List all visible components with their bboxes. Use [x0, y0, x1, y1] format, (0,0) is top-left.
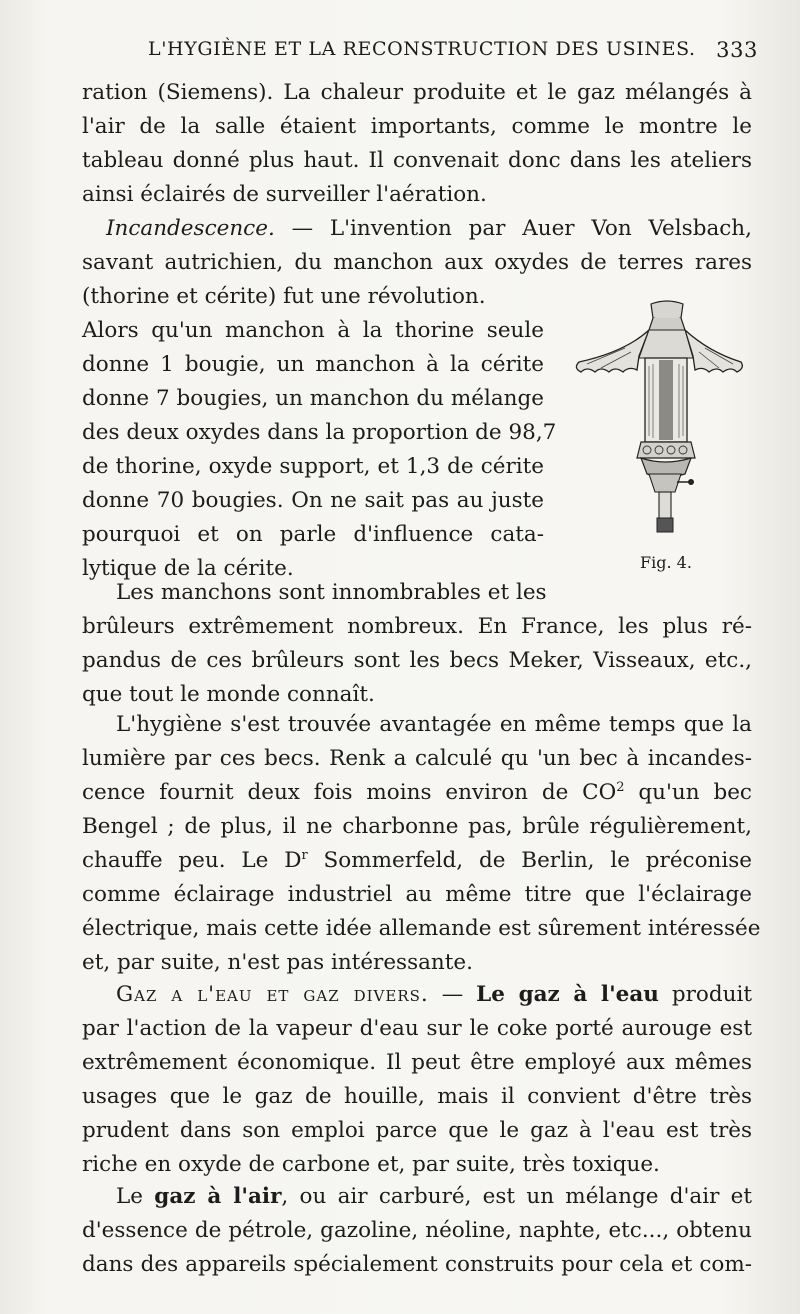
- text-line: usages que le gaz de houille, mais il convient d'être très: [82, 1084, 752, 1109]
- page-header: [148, 38, 758, 66]
- running-title: L'HYGIÈNE ET LA RECONSTRUCTION DES USINES.: [148, 38, 696, 60]
- text-line: [82, 844, 752, 878]
- text-line: pourquoi et on parle d'influence cata-: [82, 522, 544, 547]
- text-line: l'air de la salle étaient importants, comme le montre le: [82, 114, 752, 139]
- paragraph-gaz-a-l-eau: [82, 978, 752, 1182]
- text-line: (thorine et cérite) fut une révolution.: [82, 284, 486, 309]
- paragraph-4: [82, 708, 761, 980]
- text-run: cence fournit deux fois moins environ de CO: [82, 780, 617, 805]
- text-line: dans des appareils spécialement construits pour cela et com-: [82, 1252, 752, 1277]
- text-line: riche en oxyde de carbone et, par suite, très toxique.: [82, 1152, 660, 1177]
- text-line: comme éclairage industriel au même titre que l'éclairage: [82, 882, 752, 907]
- section-heading-incandescence: Incandescence.: [106, 216, 275, 241]
- text-run: Sommerfeld, de Berlin, le préconise: [307, 848, 753, 873]
- text-line: électrique, mais cette idée allemande est sûrement intéressée: [82, 916, 761, 941]
- text-line: tableau donné plus haut. Il convenait donc dans les ateliers: [82, 148, 752, 173]
- text-line: [82, 576, 752, 610]
- section-heading-gaz: Gaz a l'eau et gaz divers.: [116, 982, 429, 1007]
- text-line: donne 70 bougies. On ne sait pas au juste: [82, 488, 544, 513]
- text-line: prudent dans son emploi parce que le gaz à l'eau est très: [82, 1118, 752, 1143]
- incandescent-burner-illustration: [565, 296, 745, 536]
- figure-caption: Fig. 4.: [640, 553, 692, 572]
- superscript: 2: [616, 779, 625, 795]
- superscript: r: [301, 847, 308, 863]
- text-run: Le: [116, 1184, 155, 1209]
- text-line: [82, 978, 752, 1012]
- text-line: que tout le monde connaît.: [82, 682, 375, 707]
- paragraph-gaz-a-l-air: [82, 1180, 752, 1282]
- paragraph-1: [82, 76, 752, 212]
- text-line: des deux oxydes dans la proportion de 98,7: [82, 420, 557, 445]
- text-run: produit: [658, 982, 752, 1007]
- text-line: savant autrichien, du manchon aux oxydes de terres rares: [82, 250, 752, 275]
- text-line: [82, 212, 752, 246]
- text-line: et, par suite, n'est pas intéressante.: [82, 950, 473, 975]
- text-line: [82, 1180, 752, 1214]
- text-line: pandus de ces brûleurs sont les becs Meker, Visseaux, etc.,: [82, 648, 752, 673]
- text-line: ration (Siemens). La chaleur produite et le gaz mélangés à: [82, 80, 752, 105]
- text-line: Bengel ; de plus, il ne charbonne pas, brûle régulièrement,: [82, 814, 752, 839]
- text-run: — L'invention par Auer Von Velsbach,: [274, 216, 752, 241]
- text-line: ainsi éclairés de surveiller l'aération.: [82, 182, 487, 207]
- text-line: Alors qu'un manchon à la thorine seule: [82, 318, 544, 343]
- text-line: par l'action de la vapeur d'eau sur le coke porté aurouge est: [82, 1016, 752, 1041]
- text-line: lytique de la cérite.: [82, 556, 294, 581]
- text-line: de thorine, oxyde support, et 1,3 de cérite: [82, 454, 544, 479]
- bold-term: Le gaz à l'eau: [476, 982, 659, 1007]
- bold-term: gaz à l'air: [154, 1184, 282, 1209]
- text-line: donne 1 bougie, un manchon à la cérite: [82, 352, 544, 377]
- text-run: Les manchons sont innombrables et les: [116, 580, 547, 605]
- text-line: [82, 776, 752, 810]
- text-line: lumière par ces becs. Renk a calculé qu 'un bec à incandes-: [82, 746, 752, 771]
- page-number: 333: [716, 38, 758, 62]
- text-run: , ou air carburé, est un mélange d'air et: [281, 1184, 752, 1209]
- text-line: donne 7 bougies, un manchon du mélange: [82, 386, 544, 411]
- text-line: brûleurs extrêmement nombreux. En France, les plus ré-: [82, 614, 752, 639]
- text-run: chauffe peu. Le D: [82, 848, 302, 873]
- text-run: qu'un bec: [624, 780, 752, 805]
- text-run: —: [428, 982, 477, 1007]
- paragraph-3: [82, 576, 752, 712]
- text-line: L'hygiène s'est trouvée avantagée en même temps que la: [116, 712, 752, 737]
- text-line: extrêmement économique. Il peut être employé aux mêmes: [82, 1050, 752, 1075]
- paragraph-incandescence-wrap: [82, 314, 557, 586]
- text-line: d'essence de pétrole, gazoline, néoline, naphte, etc..., obtenu: [82, 1218, 752, 1243]
